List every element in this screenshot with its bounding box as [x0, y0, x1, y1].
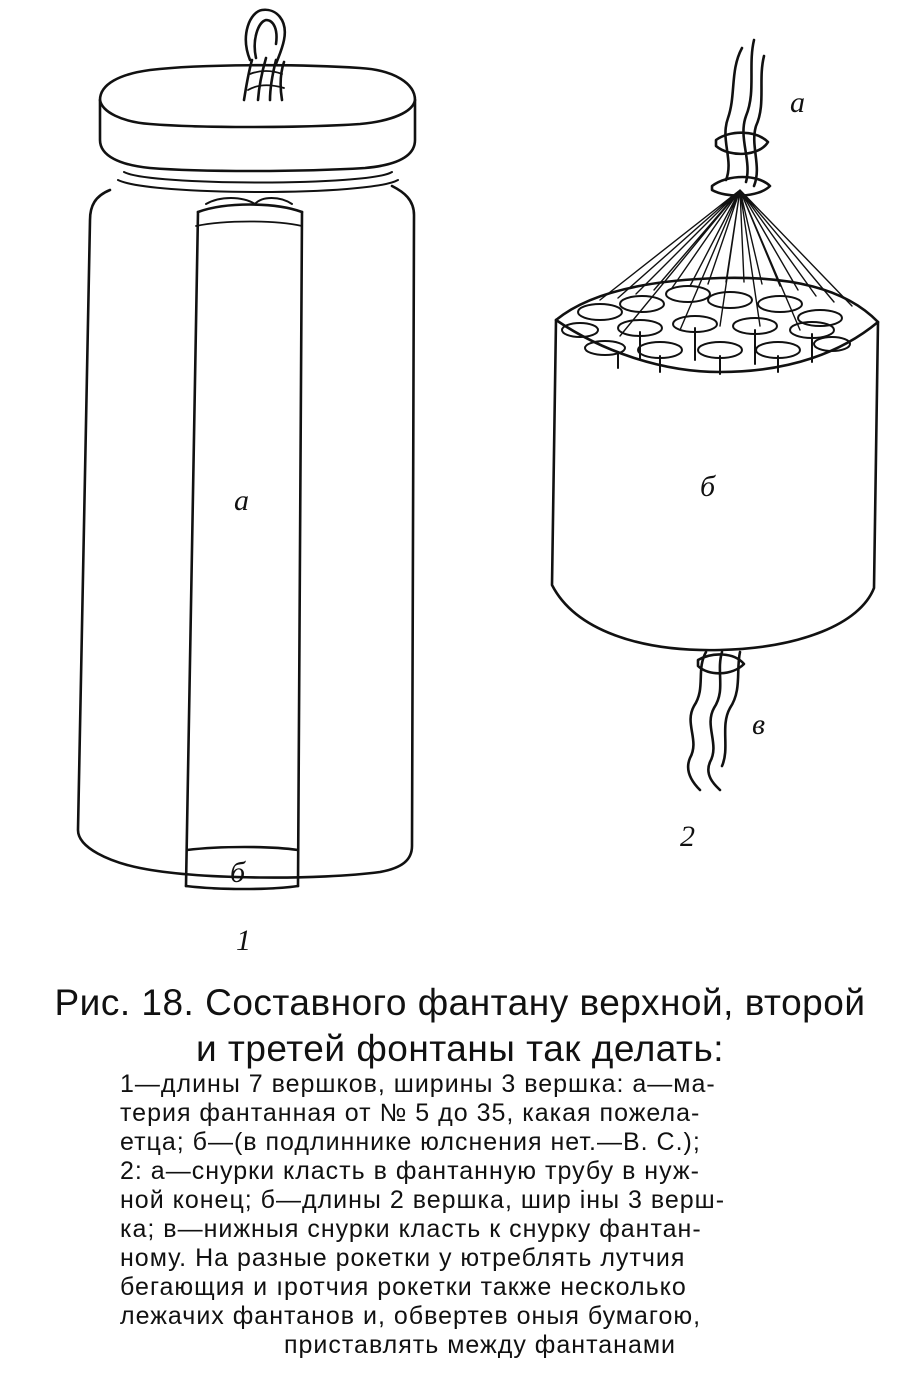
caption-line: ной конец; б—длины 2 вершка, шир іны 3 верш- — [120, 1186, 726, 1214]
caption-line: 2: а—снурки класть в фантанную трубу в нуж- — [120, 1157, 700, 1185]
caption-line: 1—длины 7 вершков, ширины 3 вершка: а—ма- — [120, 1070, 716, 1098]
label-left-b: б — [230, 856, 246, 889]
caption-line: ному. На разные рокетки у ютреблять лутчия — [120, 1244, 686, 1272]
figure-caption-body — [120, 1070, 840, 1360]
label-right-v: в — [752, 708, 766, 741]
fountain-bundle-drawing — [552, 40, 878, 790]
label-right-a: а — [790, 86, 805, 119]
tube-cap — [100, 65, 415, 171]
figure-number-2: 2 — [680, 820, 695, 853]
bundle-wrapper — [552, 278, 878, 650]
figure-caption-title — [40, 980, 880, 1072]
top-twisted-cord — [725, 40, 764, 186]
figure-number-1: 1 — [236, 924, 251, 957]
caption-title-line: и третей фонтаны так делать: — [195, 1028, 725, 1069]
caption-line: лежачих фантанов и, обвертев оныя бумагою, — [120, 1302, 702, 1330]
caption-title-line: Рис. 18. Составного фантану верхной, второй — [54, 982, 866, 1023]
label-right-b: б — [700, 470, 716, 503]
caption-line: етца; б—(в подлиннике юлснения нет.—В. С.); — [120, 1128, 701, 1156]
fan-strings — [600, 190, 852, 336]
label-left-a: а — [234, 484, 249, 517]
caption-line: терия фантанная от № 5 до 35, какая пожела- — [120, 1099, 701, 1127]
top-cord-loop — [246, 10, 285, 64]
caption-line: бегающия и ıротчия рокетки также несколько — [120, 1273, 687, 1301]
caption-line: ка; в—нижныя снурки класть к снурку фантан- — [120, 1215, 702, 1243]
fountain-tube-drawing — [78, 10, 415, 889]
caption-line: приставлять между фантанами — [283, 1331, 676, 1359]
tube-body — [78, 186, 414, 878]
tube-inner-strip — [186, 212, 302, 886]
tube-neck — [118, 172, 398, 192]
